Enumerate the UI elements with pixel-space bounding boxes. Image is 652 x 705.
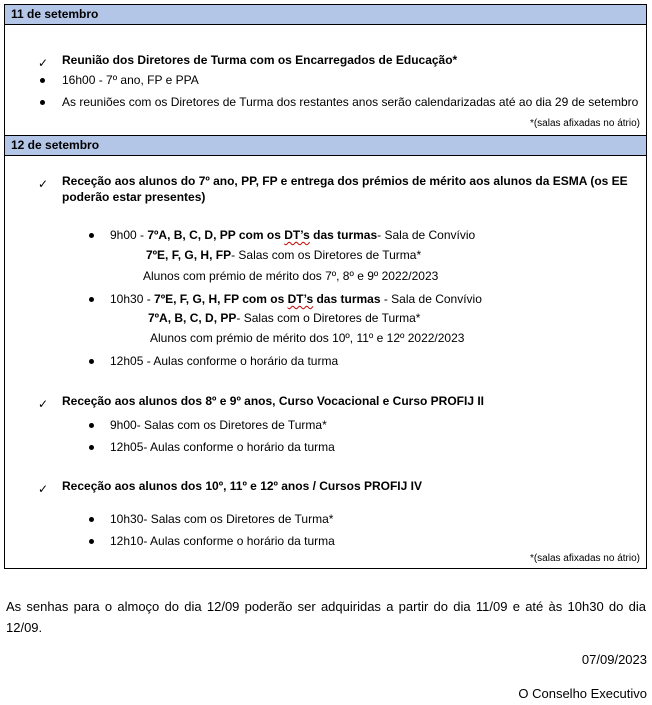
note-salas: *(salas afixadas no átrio): [529, 118, 640, 129]
bullet-icon: [89, 445, 94, 450]
signature: O Conselho Executivo: [518, 686, 647, 701]
schedule-10h30-line3: Alunos com prémio de mérito dos 10º, 11º e 12º 2022/2023: [150, 331, 465, 345]
section-header-11-setembro: 11 de setembro: [5, 5, 646, 25]
checkmark-icon: ✓: [38, 397, 49, 411]
bullet-icon: [89, 517, 94, 522]
bullet-icon: [89, 359, 94, 364]
schedule-9h00: 9h00 - 7ºA, B, C, D, PP com os DT’s das turmas- Sala de Convívio: [110, 228, 476, 242]
bullet-icon: [89, 297, 94, 302]
note-salas: *(salas afixadas no átrio): [529, 553, 640, 564]
schedule-10h30: 10h30 - 7ºE, F, G, H, FP com os DT’s das turmas - Sala de Convívio: [110, 292, 482, 306]
checkmark-icon: ✓: [38, 56, 49, 70]
rececao-7-title-cont: poderão estar presentes): [62, 190, 206, 204]
schedule-10h30-line2: 7ºA, B, C, D, PP- Salas com o Diretores de Turma*: [148, 311, 421, 325]
list-item: As reuniões com os Diretores de Turma dos restantes anos serão calendarizadas até ao dia 29 de setembro: [62, 95, 639, 109]
schedule-box: [4, 4, 647, 569]
rececao-8-9-title: Receção aos alunos dos 8º e 9º anos, Curso Vocacional e Curso PROFIJ II: [62, 394, 485, 408]
schedule-9h00-line3: Alunos com prémio de mérito dos 7º, 8º e 9º 2022/2023: [143, 269, 439, 283]
list-item: 9h00- Salas com os Diretores de Turma*: [110, 418, 327, 432]
schedule-12h05: 12h05 - Aulas conforme o horário da turma: [110, 354, 339, 368]
bullet-icon: [89, 539, 94, 544]
list-item: 12h10- Aulas conforme o horário da turma: [110, 534, 335, 548]
bullet-icon: [89, 233, 94, 238]
list-item: 12h05- Aulas conforme o horário da turma: [110, 440, 335, 454]
checkmark-icon: ✓: [38, 482, 49, 496]
list-item: 16h00 - 7º ano, FP e PPA: [62, 73, 199, 87]
checkmark-icon: ✓: [38, 177, 49, 191]
reuniao-title: Reunião dos Diretores de Turma com os Encarregados de Educação*: [62, 53, 458, 67]
schedule-9h00-line2: 7ºE, F, G, H, FP- Salas com os Diretores de Turma*: [146, 248, 422, 262]
list-item: 10h30- Salas com os Diretores de Turma*: [110, 512, 334, 526]
bullet-icon: [40, 78, 45, 83]
rececao-7-title: Receção aos alunos do 7º ano, PP, FP e entrega dos prémios de mérito aos alunos da ESMA (os EE: [62, 174, 628, 188]
bullet-icon: [89, 423, 94, 428]
senhas-paragraph: As senhas para o almoço do dia 12/09 poderão ser adquiridas a partir do dia 11/09 e até às 10h30 do dia 12/09.: [6, 599, 646, 635]
section-header-12-setembro: 12 de setembro: [5, 135, 646, 156]
bullet-icon: [40, 100, 45, 105]
rececao-10-12-title: Receção aos alunos dos 10º, 11º e 12º anos / Cursos PROFIJ IV: [62, 479, 422, 493]
document-date: 07/09/2023: [581, 652, 647, 667]
